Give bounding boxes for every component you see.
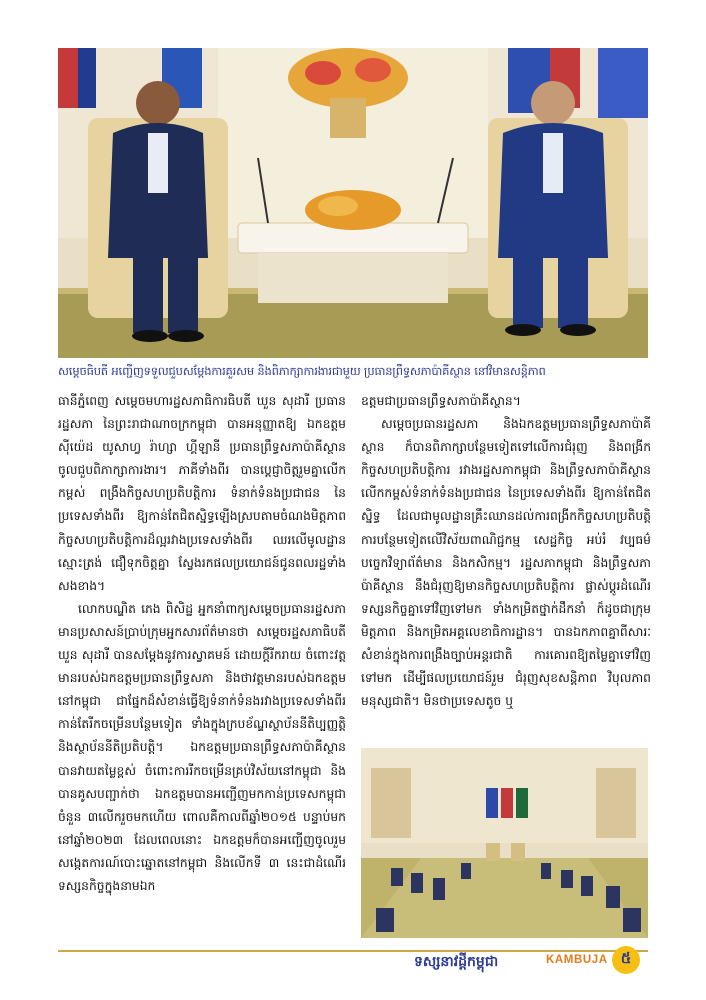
article-paragraph: ធានីភ្នំពេញ សម្តេចមហារដ្ឋសភាធិការធិបតី ឃួន សុដារី ប្រធានរដ្ឋសភា នៃព្រះរាជាណាចក្រកម្ពុជា បានអនុញ្ញាតឱ្យ ឯកឧត្តម ស៊ីយ៉េដ យូសាហ្វ រ៉ាហ្សា ហ្គីឡានី ប្រធានព្រឹទ្ធសភាប៉ាគីស្ថាន ចូលជួបពិភាក្សាការងារ។ ភាគីទាំងពីរ បានប្តេជ្ញាចិត្តរួមគ្នាលើកកម្ពស់ ពង្រឹងកិច្ចសហប្រតិបត្តិការ ទំនាក់ទំនងប្រជាជន នៃប្រទេសទាំងពីរ ឱ្យកាន់តែជិតស្និទ្ធឡើងស្របតាមចំណងមិត្តភាព កិច្ចសហប្រតិបត្តិការដ៏ល្អរវាងប្រទេសទាំងពីរ ឈរលើមូលដ្ឋាន ស្មោះត្រង់ ជឿទុកចិត្តគ្នា ស្វែងរកផលប្រយោជន៍ជូនពលរដ្ឋទាំងសងខាង។ xyxy=(58,394,346,593)
photo-caption: សម្តេចធិបតី អញ្ជើញទទួលជួបសម្តែងការគួរសម និងពិភាក្សាការងារជាមួយ ប្រធានព្រឹទ្ធសភាប៉ាគីស្ថាន នៅវិមានសន្តិភាព xyxy=(58,364,546,378)
delegation-photo xyxy=(361,748,648,938)
meeting-photo xyxy=(58,48,648,358)
article-paragraph: លោកបណ្ឌិត ភេង ពិសិដ្ឋ អ្នកនាំពាក្យសម្តេចប្រធានរដ្ឋសភា មានប្រសាសន៍ប្រាប់ក្រុមអ្នកសារព័ត៌មានថា សម្តេចរដ្ឋសភាធិបតី ឃួន សុដារី បានសម្តែងនូវការស្វាគមន៍ ដោយក្តីរីករាយ ចំពោះវត្តមានរបស់ឯកឧត្តមប្រធានព្រឹទ្ធសភា និងថាវត្តមានរបស់ឯកឧត្តមនៅកម្ពុជា ជាផ្នែកដ៏សំខាន់ធ្វើឱ្យទំនាក់ទំនងរវាងប្រទេសទាំងពីរ កាន់តែរីកចម្រើនបន្ថែមទៀត ទាំងក្នុងក្របខ័ណ្ឌស្ថាប័ននីតិប្បញ្ញត្តិ និងស្ថាប័ននីតិប្រតិបត្តិ។ ឯកឧត្តមប្រធានព្រឹទ្ធសភាប៉ាគីស្ថាន បានវាយតម្លៃខ្ពស់ ចំពោះការរីកចម្រើនគ្រប់វិស័យនៅកម្ពុជា និងបានគូសបញ្ជាក់ថា ឯកឧត្តមបានអញ្ជើញមកកាន់ប្រទេសកម្ពុជាចំនួន ៣លើករួចមកហើយ ពោលគឺកាលពីឆ្នាំ២០១៥ បន្ទាប់មកនៅឆ្នាំ២០២៣ ដែលពេលនោះ ឯកឧត្តមក៏បានអញ្ជើញចូលរួមសង្កេតការណ៍បោះឆ្នោតនៅកម្ពុជា និងលើកទី ៣ នេះជាដំណើរទស្សនកិច្ចក្នុងនាមឯក xyxy=(58,601,346,893)
page-number: ៥ xyxy=(620,949,632,967)
article-left-column xyxy=(58,390,346,946)
article-right-column xyxy=(361,390,651,742)
article-paragraph: ឧត្តមជាប្រធានព្រឹទ្ធសភាប៉ាគីស្ថាន។ xyxy=(361,394,521,408)
magazine-title: ទស្សនាវដ្តីកម្ពុជា xyxy=(414,954,499,970)
magazine-latin-title: KAMBUJA xyxy=(546,954,608,966)
article-paragraph: សម្តេចប្រធានរដ្ឋសភា និងឯកឧត្តមប្រធានព្រឹទ្ធសភាប៉ាគីស្ថាន ក៏បានពិភាក្សាបន្ថែមទៀតទៅលើការជំរុញ និងពង្រីកកិច្ចសហប្រតិបត្តិការ រវាងរដ្ឋសភាកម្ពុជា និងព្រឹទ្ធសភាប៉ាគីស្ថាន លើកកម្ពស់ទំនាក់ទំនងប្រជាជន នៃប្រទេសទាំងពីរ ឱ្យកាន់តែជិតស្និទ្ធ ដែលជាមូលដ្ឋានគ្រឹះឈានដល់ការពង្រីកកិច្ចសហប្រតិបត្តិការបន្ថែមទៀតលើវិស័យពាណិជ្ជកម្ម សេដ្ឋកិច្ច អប់រំ វប្បធម៌ បច្ចេកវិទ្យាព័ត៌មាន និងកសិកម្ម។ រដ្ឋសភាកម្ពុជា និងព្រឹទ្ធសភាប៉ាគីស្ថាន នឹងជំរុញឱ្យមានកិច្ចសហប្រតិបត្តិការ ផ្លាស់ប្តូរដំណើរទស្សនកិច្ចគ្នាទៅវិញទៅមក ទាំងកម្រិតថ្នាក់ដឹកនាំ ក៏ដូចជាក្រុមមិត្តភាព និងកម្រិតអគ្គលេខាធិការដ្ឋាន។ បានឯកភាពគ្នាពីសារៈសំខាន់ក្នុងការពង្រឹងច្បាប់អន្តរជាតិ ការគោរពឱ្យតម្លៃគ្នាទៅវិញទៅមក ដើម្បីផលប្រយោជន៍រួម ជំរុញសុខសន្តិភាព វិបុលភាពមនុស្សជាតិ។ មិនថាប្រទេសតូច ឬ xyxy=(361,417,651,709)
page-number-badge xyxy=(612,946,640,974)
footer-rule xyxy=(58,950,648,952)
